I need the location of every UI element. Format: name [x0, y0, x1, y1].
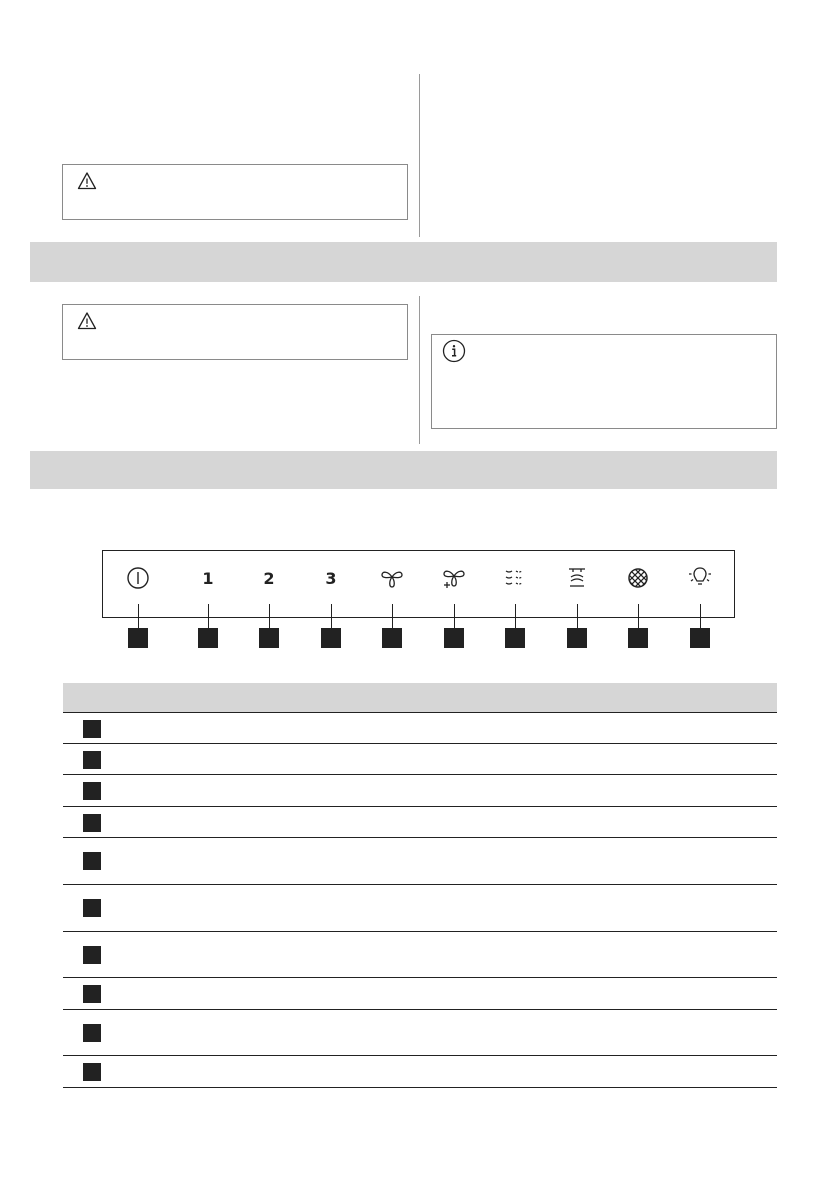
warning-box-1	[62, 164, 408, 220]
row-marker	[83, 1024, 101, 1042]
leader-line-7	[515, 604, 516, 628]
fan-plus-icon	[434, 559, 474, 599]
callout-marker-9	[628, 628, 648, 648]
leader-line-1	[138, 604, 139, 628]
fan-speed-2-label: 2	[263, 569, 275, 588]
callout-marker-4	[321, 628, 341, 648]
filter-key[interactable]	[618, 559, 658, 599]
fan-timer-key[interactable]	[495, 559, 535, 599]
table-row	[63, 838, 777, 885]
hob-hood-icon	[557, 559, 597, 599]
row-marker	[83, 751, 101, 769]
row-marker	[83, 720, 101, 738]
leader-line-3	[269, 604, 270, 628]
callout-marker-8	[567, 628, 587, 648]
info-circle-icon	[442, 339, 466, 363]
leader-line-4	[331, 604, 332, 628]
leader-line-2	[208, 604, 209, 628]
warning-box-2	[62, 304, 408, 360]
table-row	[63, 932, 777, 978]
callout-marker-5	[382, 628, 402, 648]
row-marker	[83, 782, 101, 800]
light-bulb-icon	[680, 559, 720, 599]
power-icon	[118, 559, 158, 599]
hob-to-hood-key[interactable]	[557, 559, 597, 599]
fan-boost-plus-key[interactable]	[434, 559, 474, 599]
leader-line-8	[577, 604, 578, 628]
table-row	[63, 978, 777, 1010]
fan-icon	[372, 559, 412, 599]
row-marker	[83, 852, 101, 870]
fan-speed-3-key[interactable]	[311, 559, 351, 599]
fan-boost-key[interactable]	[372, 559, 412, 599]
callout-marker-7	[505, 628, 525, 648]
row-marker	[83, 946, 101, 964]
table-row	[63, 775, 777, 807]
row-marker	[83, 985, 101, 1003]
air-flow-icon	[495, 559, 535, 599]
section-heading-bar-2	[30, 451, 777, 489]
callout-marker-1	[128, 628, 148, 648]
row-marker	[83, 1063, 101, 1081]
callout-marker-10	[690, 628, 710, 648]
table-row	[63, 807, 777, 838]
light-key[interactable]	[680, 559, 720, 599]
leader-line-6	[454, 604, 455, 628]
leader-line-5	[392, 604, 393, 628]
section-heading-bar-1	[30, 242, 777, 282]
leader-line-10	[700, 604, 701, 628]
grease-filter-icon	[618, 559, 658, 599]
legend-table-header	[63, 683, 777, 713]
fan-speed-3-label: 3	[325, 569, 337, 588]
table-row	[63, 744, 777, 775]
column-divider-middle	[419, 296, 420, 444]
warning-triangle-icon	[77, 171, 97, 191]
power-key[interactable]	[118, 559, 158, 599]
warning-triangle-icon	[77, 311, 97, 331]
leader-line-9	[638, 604, 639, 628]
table-row	[63, 1056, 777, 1088]
row-marker	[83, 899, 101, 917]
column-divider-top	[419, 74, 420, 237]
table-row	[63, 713, 777, 744]
fan-speed-1-label: 1	[202, 569, 214, 588]
info-box	[431, 334, 777, 429]
callout-marker-3	[259, 628, 279, 648]
table-row	[63, 885, 777, 932]
callout-marker-6	[444, 628, 464, 648]
fan-speed-2-key[interactable]	[249, 559, 289, 599]
row-marker	[83, 814, 101, 832]
table-row	[63, 1010, 777, 1056]
fan-speed-1-key[interactable]	[188, 559, 228, 599]
callout-marker-2	[198, 628, 218, 648]
